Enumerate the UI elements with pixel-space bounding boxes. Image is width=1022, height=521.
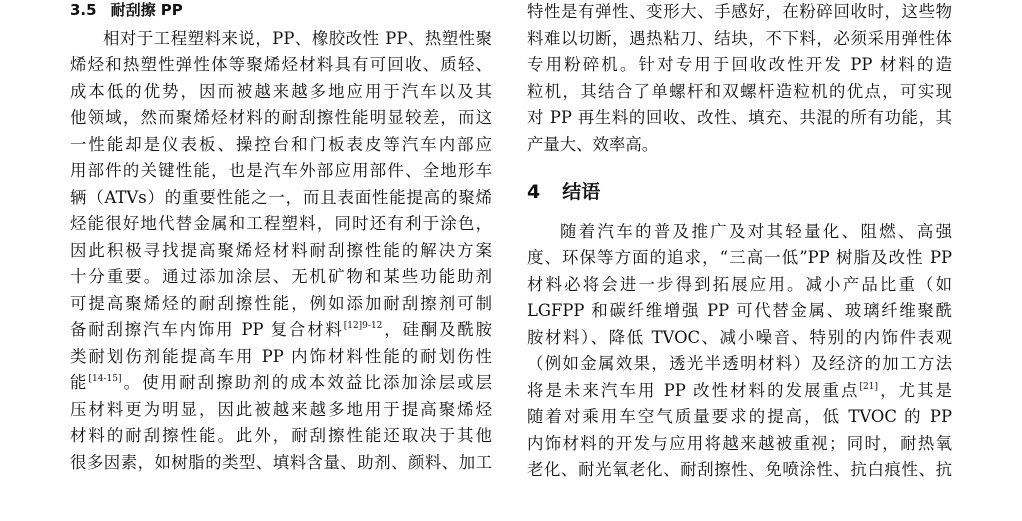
line-text: ，尤其是 xyxy=(878,381,952,400)
section-number: 3.5 xyxy=(70,1,97,19)
paragraph-line: 一性能却是仪表板、操控台和门板表皮等汽车内部应 xyxy=(70,135,492,154)
paragraph-line xyxy=(70,320,492,340)
paragraph-line: 因此积极寻找提高聚烯烃材料耐刮擦性能的解决方案 xyxy=(70,241,492,260)
paragraph-line xyxy=(70,373,492,393)
line-text: 备耐刮擦汽车内饰用 PP 复合材料 xyxy=(70,320,344,339)
paragraph-line: 材料的耐刮擦性能。此外，耐刮擦性能还取决于其他 xyxy=(70,426,492,445)
paragraph-line xyxy=(527,381,952,401)
paragraph-line: 很多因素，如树脂的类型、填料含量、助剂、颜料、加工 xyxy=(70,453,492,472)
paragraph-line: 产量大、效率高。 xyxy=(527,135,659,154)
paragraph-line: 烃能很好地代替金属和工程塑料，同时还有利于涂色， xyxy=(70,214,492,233)
paragraph-line: 成本低的优势，因而被越来越多地应用于汽车以及其 xyxy=(70,82,492,101)
section-title: 结语 xyxy=(562,181,601,203)
line-text: 将是未来汽车用 PP 改性材料的发展重点 xyxy=(527,381,860,400)
section-title: 耐刮擦 PP xyxy=(110,1,183,19)
paragraph-line: 专用粉碎机。针对专用于回收改性开发 PP 材料的造 xyxy=(527,55,952,74)
paragraph-line: 对 PP 再生料的回收、改性、填充、共混的所有功能，其 xyxy=(527,108,952,127)
section-heading-3-5 xyxy=(70,0,183,20)
paragraph-line: 他领域，然而聚烯烃材料的耐刮擦性能明显较差，而这 xyxy=(70,108,492,127)
line-text: ，硅酮及酰胺 xyxy=(382,320,492,339)
citation: [12]9-12 xyxy=(343,321,383,331)
paragraph-line: 随着对乘用车空气质量要求的提高，低 TVOC 的 PP xyxy=(527,407,952,426)
paragraph-line: 烯烃和热塑性弹性体等聚烯烃材料具有可回收、质轻、 xyxy=(70,55,492,74)
paragraph-line: 特性是有弹性、变形大、手感好，在粉碎回收时，这些物 xyxy=(527,2,952,21)
paragraph-line: 相对于工程塑料来说，PP、橡胶改性 PP、热塑性聚 xyxy=(103,29,492,48)
paragraph-line: 辆（ATVs）的重要性能之一，而且表面性能提高的聚烯 xyxy=(70,188,492,207)
paragraph-line: LGFPP 和碳纤维增强 PP 可代替金属、玻璃纤维聚酰 xyxy=(527,301,952,320)
paragraph-line: 胺材料）、降低 TVOC、减小噪音、特别的内饰件表观 xyxy=(527,328,952,347)
paragraph-line: 内饰材料的开发与应用将越来越被重视；同时，耐热氧 xyxy=(527,434,952,453)
paragraph-line: 类耐划伤剂能提高车用 PP 内饰材料性能的耐划伤性 xyxy=(70,347,492,366)
paragraph-line: 材料必将会进一步得到拓展应用。减小产品比重（如 xyxy=(527,275,952,294)
paragraph-line: 用部件的关键性能，也是汽车外部应用部件、全地形车 xyxy=(70,161,492,180)
citation: [21] xyxy=(859,382,879,392)
paragraph-line: 随着汽车的普及推广及对其轻量化、阻燃、高强 xyxy=(560,222,952,241)
paragraph-line: 粒机，其结合了单螺杆和双螺杆造粒机的优点，可实现 xyxy=(527,82,952,101)
citation: [14-15] xyxy=(88,374,122,384)
paragraph-line: 老化、耐光氧老化、耐刮擦性、免喷涂性、抗白痕性、抗 xyxy=(527,460,952,479)
paragraph-line: 度、环保等方面的追求，“三高一低”PP 树脂及改性 PP xyxy=(527,248,952,267)
paragraph-line: 十分重要。通过添加涂层、无机矿物和某些功能助剂 xyxy=(70,267,492,286)
paragraph-line: 可提高聚烯烃的耐刮擦性能，例如添加耐刮擦剂可制 xyxy=(70,294,492,313)
line-text: 能 xyxy=(70,373,89,392)
section-heading-4 xyxy=(527,180,600,204)
line-text: 。使用耐刮擦助剂的成本效益比添加涂层或层 xyxy=(121,373,492,392)
paragraph-line: 压材料更为明显，因此被越来越多地用于提高聚烯烃 xyxy=(70,400,492,419)
paragraph-line: （例如金属效果，透光半透明材料）及经济的加工方法 xyxy=(527,354,952,373)
section-number: 4 xyxy=(527,181,541,203)
paragraph-line: 料难以切断，遇热粘刀、结块，不下料，必须采用弹性体 xyxy=(527,29,952,48)
